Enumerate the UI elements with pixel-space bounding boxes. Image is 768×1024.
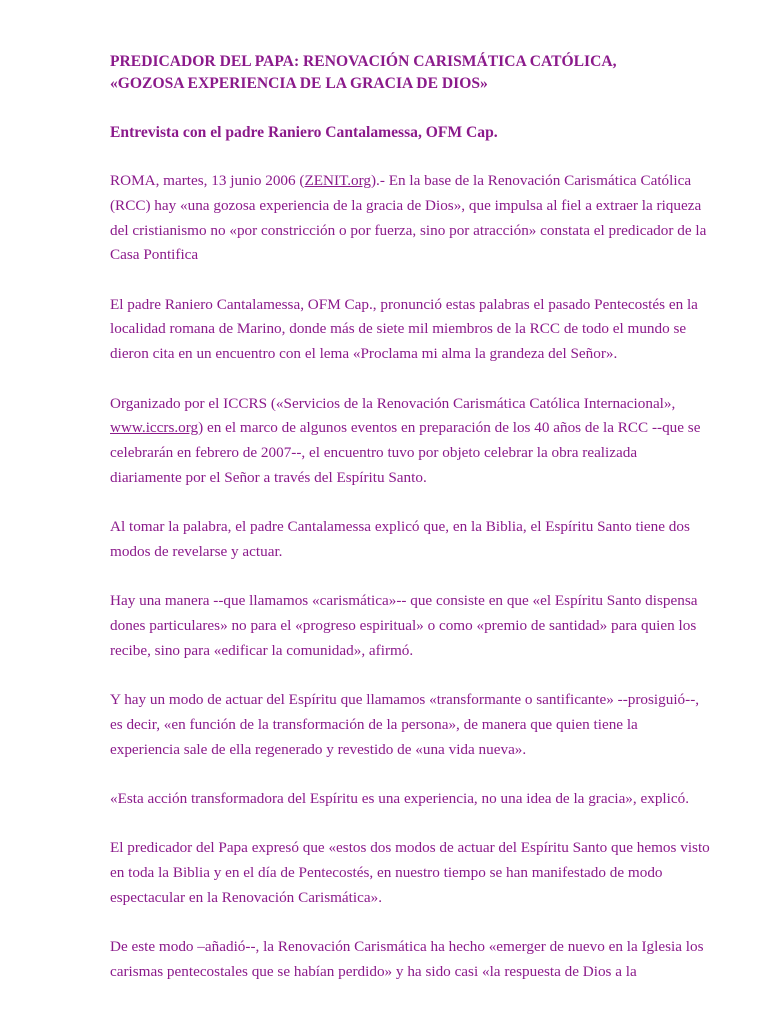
title-line-2: «GOZOSA EXPERIENCIA DE LA GRACIA DE DIOS» xyxy=(110,75,488,92)
paragraph-7: «Esta acción transformadora del Espíritu es una experiencia, no una idea de la gracia», explicó. xyxy=(110,790,689,808)
paragraph-3-body: ) en el marco de algunos eventos en preparación de los 40 años de la RCC --que se celebrarán en febrero de 2007--, el encuentro tuvo por objeto celebrar la obra realizada diariamente por el Señor a través del Espíritu Santo. xyxy=(110,419,701,486)
paragraph-1-lead: ROMA, martes, 13 junio 2006 ( xyxy=(110,172,305,189)
paragraph-4: Al tomar la palabra, el padre Cantalamessa explicó que, en la Biblia, el Espíritu Santo tiene dos modos de revelarse y actuar. xyxy=(110,518,690,561)
title-line-1: PREDICADOR DEL PAPA: RENOVACIÓN CARISMÁTICA CATÓLICA, xyxy=(110,53,617,70)
paragraph-6: Y hay un modo de actuar del Espíritu que llamamos «transformante o santificante» --prosiguió--, es decir, «en función de la transformación de la persona», de manera que quien tiene la experiencia sale de ella regenerado y revestido de «una vida nueva». xyxy=(110,691,700,758)
iccrs-link[interactable]: www.iccrs.org xyxy=(110,419,199,437)
document-page xyxy=(110,51,710,985)
paragraph-3 xyxy=(110,392,710,491)
article-subtitle: Entrevista con el padre Raniero Cantalamessa, OFM Cap. xyxy=(110,124,498,141)
zenit-link[interactable]: ZENIT.org xyxy=(304,172,371,189)
paragraph-5: Hay una manera --que llamamos «carismática»-- que consiste en que «el Espíritu Santo dispensa dones particulares» no para el «progreso espiritual» o como «premio de santidad» para quien los recibe, sino para «edificar la comunidad», afirmó. xyxy=(110,592,698,659)
paragraph-1-body: ).- En la base de la Renovación Carismática Católica (RCC) hay «una gozosa experiencia de la gracia de Dios», que impulsa al fiel a extraer la riqueza del cristianismo no «por constricción o por fuerza, sino por atracción» constata el predicador de la Casa Pontifica xyxy=(110,172,707,264)
paragraph-9: De este modo –añadió--, la Renovación Carismática ha hecho «emerger de nuevo en la Iglesia los carismas pentecostales que se habían perdido» y ha sido casi «la respuesta de Dios a la xyxy=(110,938,704,981)
article-title xyxy=(110,51,710,95)
paragraph-8: El predicador del Papa expresó que «estos dos modos de actuar del Espíritu Santo que hemos visto en toda la Biblia y en el día de Pentecostés, en nuestro tiempo se han manifestado de modo espectacular en la Renovación Carismática». xyxy=(110,839,710,907)
paragraph-2: El padre Raniero Cantalamessa, OFM Cap., pronunció estas palabras el pasado Pentecostés en la localidad romana de Marino, donde más de siete mil miembros de la RCC de todo el mundo se dieron cita en un encuentro con el lema «Proclama mi alma la grandeza del Señor». xyxy=(110,295,698,363)
paragraph-3-lead: Organizado por el ICCRS («Servicios de la Renovación Carismática Católica Internacional», xyxy=(110,394,676,412)
paragraph-1 xyxy=(110,169,710,268)
